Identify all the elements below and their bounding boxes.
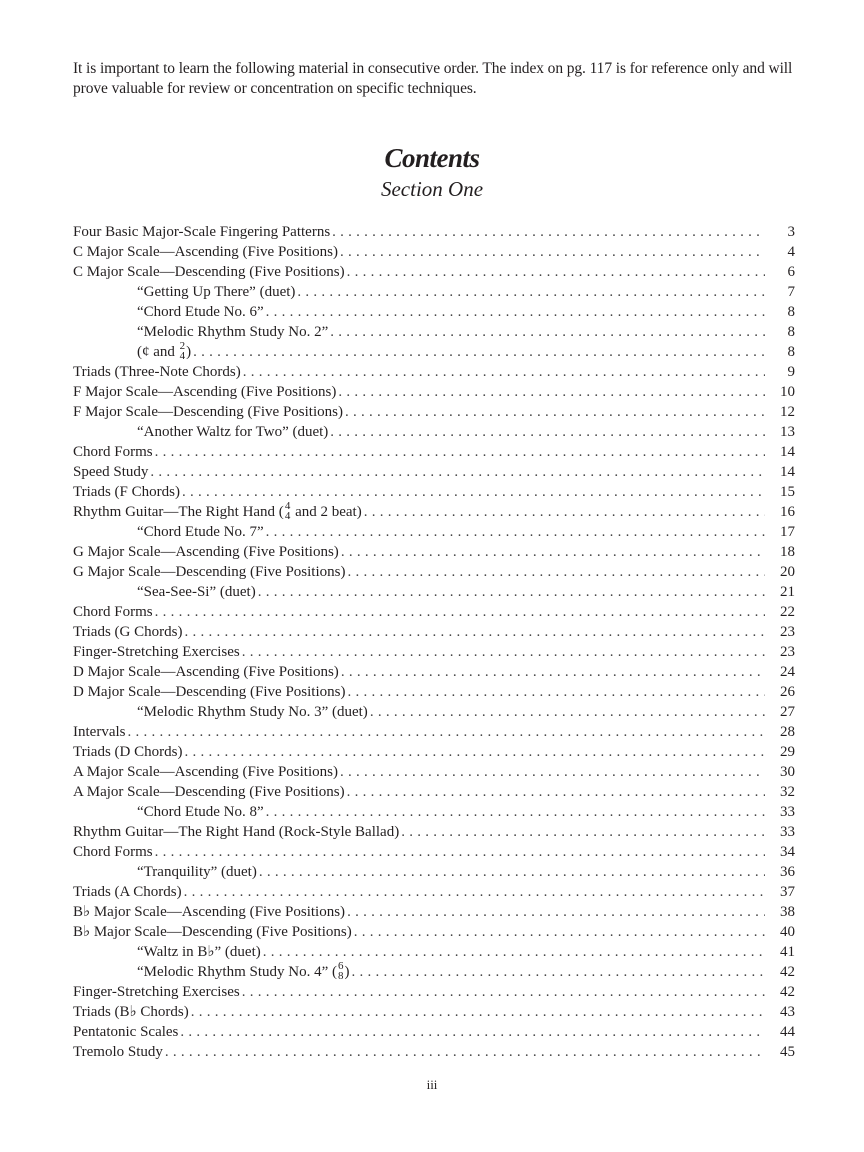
toc-entry-page-number: 3 (787, 224, 795, 240)
toc-entry-title: C Major Scale—Ascending (Five Positions) (73, 244, 338, 260)
toc-entry-title: “Melodic Rhythm Study No. 3” (duet) (137, 704, 368, 720)
toc-entry (73, 642, 795, 662)
toc-entry-title: Pentatonic Scales (73, 1024, 179, 1040)
dot-leader (341, 662, 765, 682)
toc-entry-page-number: 8 (787, 344, 795, 360)
toc-entry-page-number: 21 (780, 584, 795, 600)
toc-entry-title: B♭ Major Scale—Descending (Five Positions) (73, 924, 352, 940)
dot-leader (184, 622, 765, 642)
toc-entry-title: Chord Forms (73, 844, 153, 860)
time-signature-numerator: 6 (337, 959, 344, 972)
dot-leader (347, 262, 765, 282)
dot-leader (127, 722, 765, 742)
dot-leader (259, 862, 765, 882)
toc-entry-title-prefix: (¢ and (137, 344, 179, 360)
dot-leader (351, 962, 765, 982)
time-signature (285, 501, 291, 521)
toc-entry (73, 842, 795, 862)
toc-entry-page-number: 30 (780, 764, 795, 780)
page-title: Contents (384, 143, 480, 173)
dot-leader (345, 402, 765, 422)
toc-entry-page-number: 4 (787, 244, 795, 260)
time-signature (338, 961, 344, 981)
toc-entry-title: F Major Scale—Ascending (Five Positions) (73, 384, 337, 400)
toc-entry-page-number: 33 (780, 804, 795, 820)
dot-leader (401, 822, 765, 842)
toc-entry-page-number: 7 (787, 284, 795, 300)
dot-leader (150, 462, 765, 482)
toc-entry-title: Chord Forms (73, 444, 153, 460)
toc-entry-title: “Chord Etude No. 7” (137, 524, 264, 540)
toc-entry (73, 282, 795, 302)
dot-leader (155, 842, 765, 862)
toc-entry (73, 682, 795, 702)
dot-leader (155, 602, 765, 622)
toc-entry-title: Triads (D Chords) (73, 744, 183, 760)
toc-entry-title: “Chord Etude No. 6” (137, 304, 264, 320)
toc-entry (73, 1022, 795, 1042)
toc-entry-title: “Another Waltz for Two” (duet) (137, 424, 329, 440)
toc-entry-title-prefix: “Melodic Rhythm Study No. 4” ( (137, 964, 337, 980)
toc-entry-page-number: 29 (780, 744, 795, 760)
dot-leader (242, 642, 765, 662)
time-signature-numerator: 4 (284, 499, 291, 512)
toc-entry-page-number: 44 (780, 1024, 795, 1040)
toc-entry (73, 382, 795, 402)
toc-entry-page-number: 34 (780, 844, 795, 860)
dot-leader (347, 562, 765, 582)
toc-entry-title: “Getting Up There” (duet) (137, 284, 296, 300)
toc-entry-title: F Major Scale—Descending (Five Positions) (73, 404, 343, 420)
toc-entry-title (73, 959, 350, 983)
toc-entry-title: D Major Scale—Descending (Five Positions) (73, 684, 346, 700)
toc-entry-page-number: 42 (780, 964, 795, 980)
toc-entry-title-prefix: Rhythm Guitar—The Right Hand ( (73, 504, 284, 520)
toc-entry-title: A Major Scale—Descending (Five Positions) (73, 784, 345, 800)
dot-leader (184, 742, 765, 762)
dot-leader (330, 422, 765, 442)
time-signature-denominator: 4 (179, 349, 186, 362)
toc-entry-page-number: 40 (780, 924, 795, 940)
toc-entry-title: G Major Scale—Ascending (Five Positions) (73, 544, 339, 560)
toc-entry (73, 782, 795, 802)
toc-entry-page-number: 23 (780, 644, 795, 660)
toc-entry-page-number: 13 (780, 424, 795, 440)
toc-entry (73, 462, 795, 482)
toc-entry (73, 362, 795, 382)
page-number: iii (426, 1077, 438, 1092)
toc-entry-title: B♭ Major Scale—Ascending (Five Positions) (73, 904, 346, 920)
dot-leader (266, 522, 765, 542)
toc-entry (73, 602, 795, 622)
table-of-contents (73, 222, 795, 1062)
dot-leader (258, 582, 765, 602)
dot-leader (180, 1022, 765, 1042)
toc-entry-title: “Tranquility” (duet) (137, 864, 257, 880)
dot-leader (332, 222, 765, 242)
dot-leader (340, 242, 765, 262)
toc-entry (73, 522, 795, 542)
section-subtitle: Section One (380, 177, 484, 201)
toc-entry-title: Chord Forms (73, 604, 153, 620)
dot-leader (155, 442, 765, 462)
toc-entry (73, 862, 795, 882)
toc-entry (73, 762, 795, 782)
dot-leader (347, 682, 765, 702)
dot-leader (242, 982, 765, 1002)
toc-entry-title: Intervals (73, 724, 126, 740)
toc-entry (73, 922, 795, 942)
toc-entry-title-suffix: and 2 beat) (291, 504, 362, 520)
toc-entry-title-suffix: ) (186, 344, 192, 360)
toc-entry-page-number: 23 (780, 624, 795, 640)
toc-entry-page-number: 20 (780, 564, 795, 580)
toc-entry-page-number: 24 (780, 664, 795, 680)
toc-entry-title: G Major Scale—Descending (Five Positions) (73, 564, 346, 580)
dot-leader (340, 762, 765, 782)
toc-entry-page-number: 33 (780, 824, 795, 840)
toc-entry (73, 222, 795, 242)
dot-leader (193, 342, 765, 362)
intro-paragraph (73, 59, 803, 99)
toc-entry-page-number: 6 (787, 264, 795, 280)
toc-entry (73, 302, 795, 322)
dot-leader (347, 782, 765, 802)
dot-leader (370, 702, 765, 722)
time-signature-denominator: 8 (337, 969, 344, 982)
toc-entry-title (73, 339, 192, 363)
toc-entry-title: Finger-Stretching Exercises (73, 644, 240, 660)
toc-entry (73, 702, 795, 722)
toc-entry (73, 1002, 795, 1022)
toc-entry (73, 742, 795, 762)
toc-entry-page-number: 18 (780, 544, 795, 560)
toc-entry-title: “Sea-See-Si” (duet) (137, 584, 256, 600)
toc-entry-title: Triads (F Chords) (73, 484, 180, 500)
toc-entry-title: Triads (G Chords) (73, 624, 183, 640)
toc-entry-page-number: 14 (780, 464, 795, 480)
toc-entry-page-number: 12 (780, 404, 795, 420)
dot-leader (364, 502, 765, 522)
toc-entry-page-number: 38 (780, 904, 795, 920)
toc-entry (73, 662, 795, 682)
toc-entry (73, 499, 795, 522)
time-signature (180, 341, 186, 361)
toc-entry (73, 722, 795, 742)
toc-entry-title: Speed Study (73, 464, 149, 480)
toc-entry (73, 582, 795, 602)
toc-entry-page-number: 16 (780, 504, 795, 520)
toc-entry-page-number: 36 (780, 864, 795, 880)
dot-leader (338, 382, 765, 402)
toc-entry-page-number: 14 (780, 444, 795, 460)
dot-leader (266, 802, 765, 822)
dot-leader (182, 482, 765, 502)
toc-entry-page-number: 32 (780, 784, 795, 800)
dot-leader (191, 1002, 765, 1022)
toc-entry-title: “Melodic Rhythm Study No. 2” (137, 324, 329, 340)
toc-entry (73, 322, 795, 342)
toc-entry-page-number: 37 (780, 884, 795, 900)
toc-entry-title: Triads (Three-Note Chords) (73, 364, 241, 380)
toc-entry-page-number: 26 (780, 684, 795, 700)
toc-entry-title (73, 499, 362, 523)
time-signature-numerator: 2 (179, 339, 186, 352)
toc-entry (73, 262, 795, 282)
toc-entry (73, 802, 795, 822)
toc-entry-title-suffix: ) (344, 964, 350, 980)
dot-leader (354, 922, 765, 942)
toc-entry (73, 622, 795, 642)
toc-entry-page-number: 15 (780, 484, 795, 500)
toc-entry-page-number: 8 (787, 304, 795, 320)
dot-leader (165, 1042, 765, 1062)
toc-entry-title: A Major Scale—Ascending (Five Positions) (73, 764, 338, 780)
toc-entry (73, 542, 795, 562)
toc-entry (73, 902, 795, 922)
toc-entry (73, 402, 795, 422)
toc-entry (73, 422, 795, 442)
time-signature-denominator: 4 (284, 509, 291, 522)
toc-entry-page-number: 41 (780, 944, 795, 960)
toc-entry (73, 442, 795, 462)
toc-entry-page-number: 42 (780, 984, 795, 1000)
toc-entry-title: Triads (B♭ Chords) (73, 1004, 189, 1020)
toc-entry (73, 242, 795, 262)
toc-entry (73, 882, 795, 902)
dot-leader (243, 362, 765, 382)
dot-leader (347, 902, 765, 922)
toc-entry-page-number: 8 (787, 324, 795, 340)
toc-entry-title: “Waltz in B♭” (duet) (137, 944, 261, 960)
dot-leader (330, 322, 765, 342)
toc-entry-title: Finger-Stretching Exercises (73, 984, 240, 1000)
toc-entry-title: Tremolo Study (73, 1044, 163, 1060)
dot-leader (297, 282, 765, 302)
dot-leader (184, 882, 765, 902)
toc-entry-title: Triads (A Chords) (73, 884, 182, 900)
toc-entry-page-number: 43 (780, 1004, 795, 1020)
dot-leader (266, 302, 765, 322)
toc-entry-title: “Chord Etude No. 8” (137, 804, 264, 820)
toc-entry (73, 942, 795, 962)
toc-entry-page-number: 22 (780, 604, 795, 620)
toc-entry-page-number: 27 (780, 704, 795, 720)
toc-entry-page-number: 28 (780, 724, 795, 740)
toc-entry-page-number: 45 (780, 1044, 795, 1060)
toc-entry (73, 1042, 795, 1062)
toc-entry-title: Rhythm Guitar—The Right Hand (Rock-Style Ballad) (73, 824, 400, 840)
dot-leader (341, 542, 765, 562)
toc-entry-page-number: 9 (787, 364, 795, 380)
toc-entry (73, 982, 795, 1002)
toc-entry (73, 562, 795, 582)
toc-entry (73, 482, 795, 502)
intro-text: It is important to learn the following material in consecutive order. The index on pg. 117 is for reference only and will prove valuable for review or concentration on specific techniques. (73, 60, 793, 97)
toc-entry (73, 339, 795, 362)
toc-entry-title: C Major Scale—Descending (Five Positions) (73, 264, 345, 280)
toc-entry-page-number: 10 (780, 384, 795, 400)
toc-entry-title: Four Basic Major-Scale Fingering Patterns (73, 224, 331, 240)
toc-entry (73, 822, 795, 842)
toc-entry-page-number: 17 (780, 524, 795, 540)
toc-entry-title: D Major Scale—Ascending (Five Positions) (73, 664, 339, 680)
toc-entry (73, 959, 795, 982)
dot-leader (263, 942, 765, 962)
